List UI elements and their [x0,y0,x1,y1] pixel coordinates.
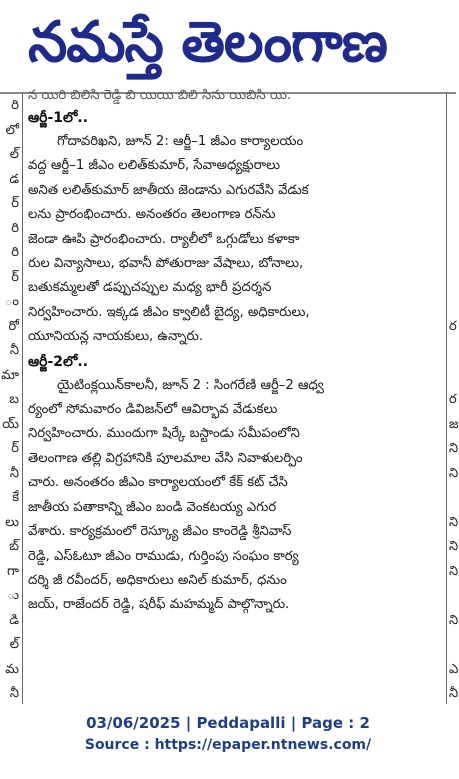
text-line: చారు. అనంతరం జీఎం కార్యాలయంలో కేక్ కట్ చేసి [28,475,288,491]
margin-fragment: నీ [9,686,19,701]
text-line: లను ప్రారంభించారు. అనంతరం తెలంగాణ రన్‌ను [28,207,276,223]
margin-fragment: బ్ [9,539,19,554]
section-heading-rg1: ఆర్జీ-1లో.. [28,110,89,126]
text-line: వద్ద ఆర్జీ–1 జీఎం లలిత్‌కుమార్, సేవాఅధ్యక్షురాలు [28,158,281,174]
margin-fragment: ల్ [9,637,19,652]
margin-fragment: ని [449,539,459,554]
text-line: నిర్వహించారు. ఇక్కడ జీఎం క్వాలిటీ బైద్య, అధికారులు, [28,304,310,320]
margin-fragment: బ [9,392,19,407]
margin-fragment: నీ [9,343,19,358]
section-body-rg1 [28,130,442,350]
text-line: యైటింక్లయిన్‌కాలనీ, జూన్ 2 : సింగరేణి ఆర్జీ–2 ఆధ్వ [57,377,324,393]
text-line: వేశారు. కార్యక్రమంలో రెస్క్యూ జీఎం కాంరెడ్డి శ్రీనివాస్ [28,524,292,540]
text-line: బతుకమ్మలతో డప్పుచప్పుల మధ్య భారీ ప్రదర్శన [28,280,272,296]
margin-fragment [447,584,457,609]
margin-fragment: ని [449,563,459,579]
margin-fragment: రో [8,318,19,334]
margin-fragment: రి [11,220,19,236]
margin-fragment: ర్ [11,196,19,211]
margin-fragment: ఎ [449,661,459,677]
text-line: జాతీయ పతాకాన్ని జీఎం బండి వెంకటయ్య ఎగుర [28,499,277,515]
margin-fragment: ర [449,392,457,407]
margin-fragment [447,633,457,658]
margin-fragment: మ [5,661,19,677]
text-line: రుల విన్యాసాలు, భవానీ పోతురాజు వేషాలు, బోనాలు, [28,256,304,272]
adjacent-column-left [0,94,23,704]
margin-fragment [447,339,457,364]
margin-fragment [447,266,457,291]
margin-fragment: జ [449,416,459,432]
margin-fragment: కే [12,490,19,505]
section-heading-rg2: ఆర్జీ-2లో.. [28,353,89,370]
edition-info: 03/06/2025 | Peddapalli | Page : 2 [86,714,370,732]
margin-fragment: ర్ [11,269,19,285]
margin-fragment: ని [449,441,459,456]
margin-fragment: ని [449,465,459,481]
text-line: ర్యంలో సోమవారం డివిజన్‌లో ఆవిర్భావ వేడుకలు [28,402,278,418]
margin-fragment [447,241,457,266]
margin-fragment: నీ [449,686,459,701]
adjacent-column-right [446,94,457,704]
article [28,88,442,706]
margin-fragment [447,168,457,193]
margin-fragment: ర్ [11,441,19,456]
margin-fragment: నీ [9,465,19,481]
margin-fragment: రి [11,98,19,113]
text-line: తెలంగాణ తల్లి విగ్రహానికి పూలమాల వేసి నివాళులర్పిం [28,450,303,466]
text-line: గోదావరిఖని, జూన్ 2: ఆర్జీ–1 జీఎం కార్యాలయం [57,134,304,149]
margin-fragment [447,364,457,389]
margin-fragment [447,94,457,119]
margin-fragment [447,217,457,242]
margin-fragment [447,486,457,511]
margin-fragment: డ [9,171,19,187]
margin-fragment: గా [7,563,19,579]
text-line: అనిత లలిత్‌కుమార్ జాతీయ జెండాను ఎగురవేసి వేడుక [28,182,309,198]
margin-fragment: లు [5,514,19,530]
margin-fragment: డి [9,612,19,628]
footer [0,712,456,756]
margin-fragment: య్ [2,416,19,432]
text-line: రెడ్డి, ఎస్ఓటూ జీఎం రాముడు, గుర్తింపు సంఘం కార్య [28,548,299,564]
masthead [0,0,456,88]
cut-off-line: న యిరి బిలిసి రెడ్డి బి యియి బిలి సిను యిబిసి యి. [28,88,291,103]
margin-fragment: రి [11,245,19,260]
section-body-rg2 [28,374,442,618]
margin-fragment: లో [5,122,19,138]
margin-fragment [447,119,457,144]
source-link[interactable]: Source : https://epaper.ntnews.com/ [84,737,372,753]
text-line: జెండా ఊపి ప్రారంభించారు. ర్యాలీలో ఒగ్గుడోలు కళాకా [28,231,300,247]
newspaper-logo: నమస్తే తెలంగాణ [28,10,387,75]
margin-fragment: ం [4,294,19,309]
margin-fragment: ల్ [9,147,19,162]
margin-fragment: ని [449,612,459,628]
margin-fragment: ర [449,318,457,334]
text-line: దర్శి జీ రవీందర్, అధికారులు అనిల్ కుమార్, ధనుం [28,572,287,588]
margin-fragment [447,192,457,217]
margin-fragment [447,290,457,315]
margin-fragment: ని [449,514,459,530]
text-line: జయ్, రాజేందర్ రెడ్డి, షరీఫ్ మహమ్మద్ పాల్గొన్నారు. [28,597,290,613]
text-line: నిర్వహించారు. ముందుగా షిర్కే బస్టాండు సమీపంలోని [28,426,300,442]
text-line: యూనియన్ల నాయకులు, ఉన్నారు. [28,329,204,345]
margin-fragment: ు [6,588,19,603]
margin-fragment: మా [1,367,19,383]
margin-fragment [447,143,457,168]
